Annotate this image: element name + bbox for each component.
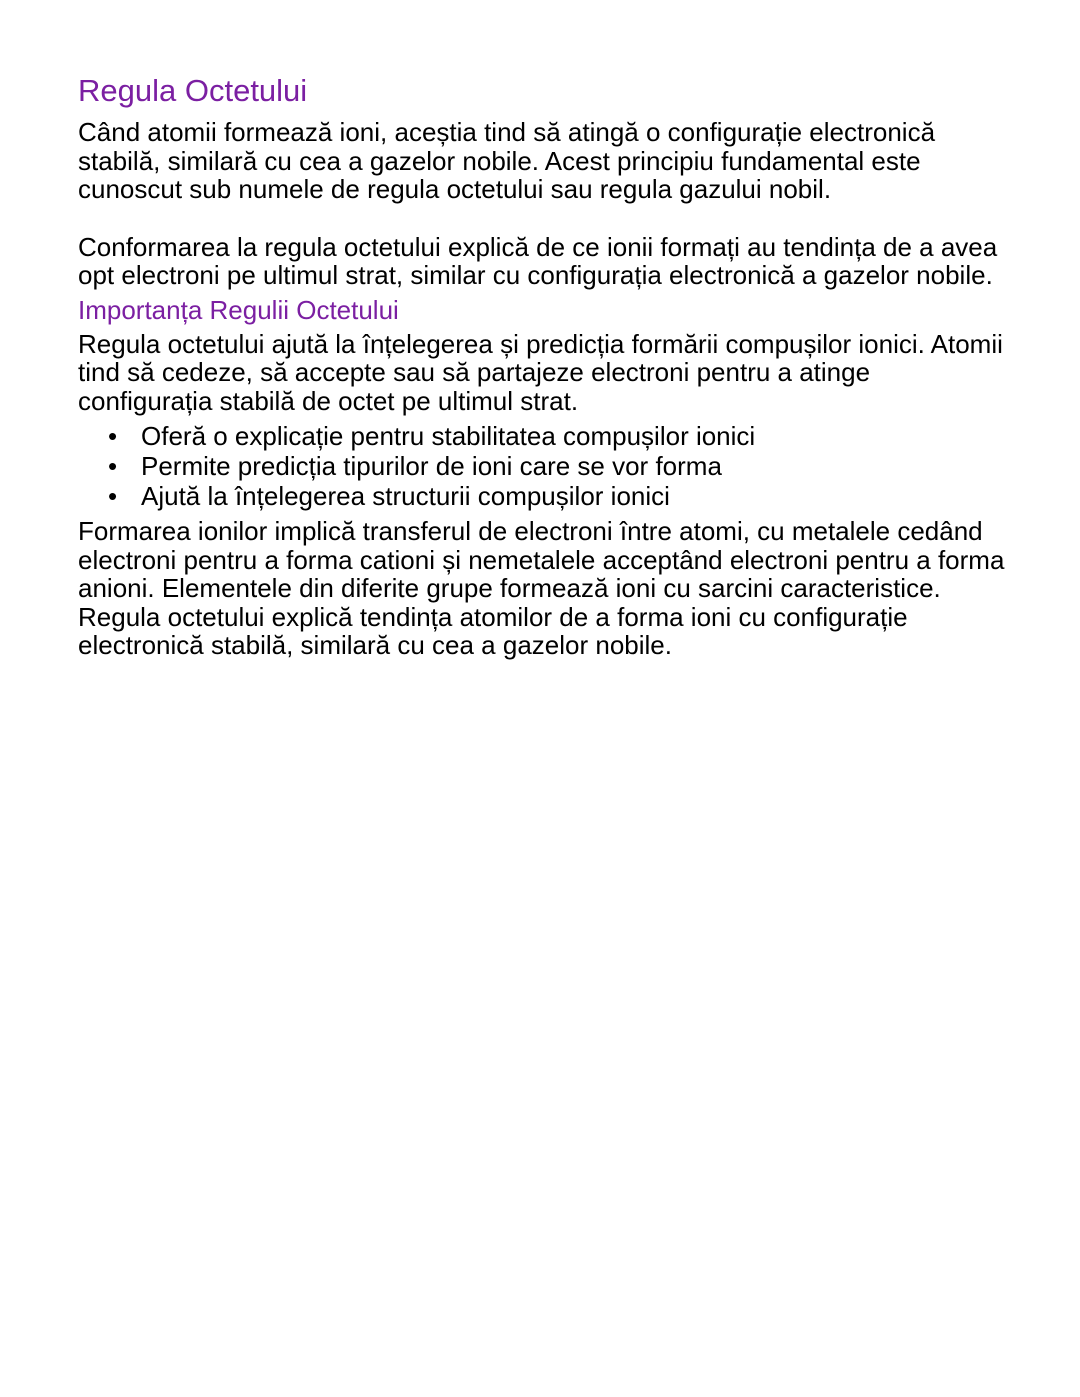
- section-subtitle: Importanța Regulii Octetului: [78, 294, 399, 325]
- bullet-list: [78, 421, 1008, 511]
- list-item-text: Oferă o explicație pentru stabilitatea compușilor ionici: [141, 421, 756, 451]
- list-item: [108, 451, 1008, 481]
- intro-paragraph: Când atomii formează ioni, aceștia tind să atingă o configurație electronică stabilă, similară cu cea a gazelor nobile. Acest principiu fundamental este cunoscut sub numele de regula octetului sau regula gazului nobil.: [78, 117, 936, 204]
- list-item: [108, 421, 1008, 451]
- bullet-icon: •: [108, 451, 118, 481]
- bullet-icon: •: [108, 421, 118, 451]
- conformity-paragraph: Conformarea la regula octetului explică de ce ionii formați au tendința de a avea opt electroni pe ultimul strat, similar cu configurația electronică a gazelor nobile.: [78, 231, 998, 290]
- list-item-text: Permite predicția tipurilor de ioni care se vor forma: [141, 451, 722, 481]
- page-title: Regula Octetului: [78, 73, 308, 108]
- bullet-icon: •: [108, 481, 118, 511]
- list-item: [108, 481, 1008, 511]
- importance-paragraph: Regula octetului ajută la înțelegerea și predicția formării compușilor ionici. Atomii tind să cedeze, să accepte sau să partajeze electroni pentru a atinge configurația stabilă de octet pe ultimul strat.: [78, 328, 1003, 416]
- summary-paragraph: Formarea ionilor implică transferul de electroni între atomi, cu metalele cedând electroni pentru a forma cationi și nemetalele acceptând electroni pentru a forma anioni. Elementele din diferite grupe formează ioni cu sarcini caracteristice. Regula octetului explică tendința atomilor de a forma ioni cu configurație electronică stabilă, similară cu cea a gazelor nobile.: [78, 516, 1005, 660]
- document-page: [78, 72, 1008, 660]
- list-item-text: Ajută la înțelegerea structurii compușilor ionici: [141, 481, 670, 511]
